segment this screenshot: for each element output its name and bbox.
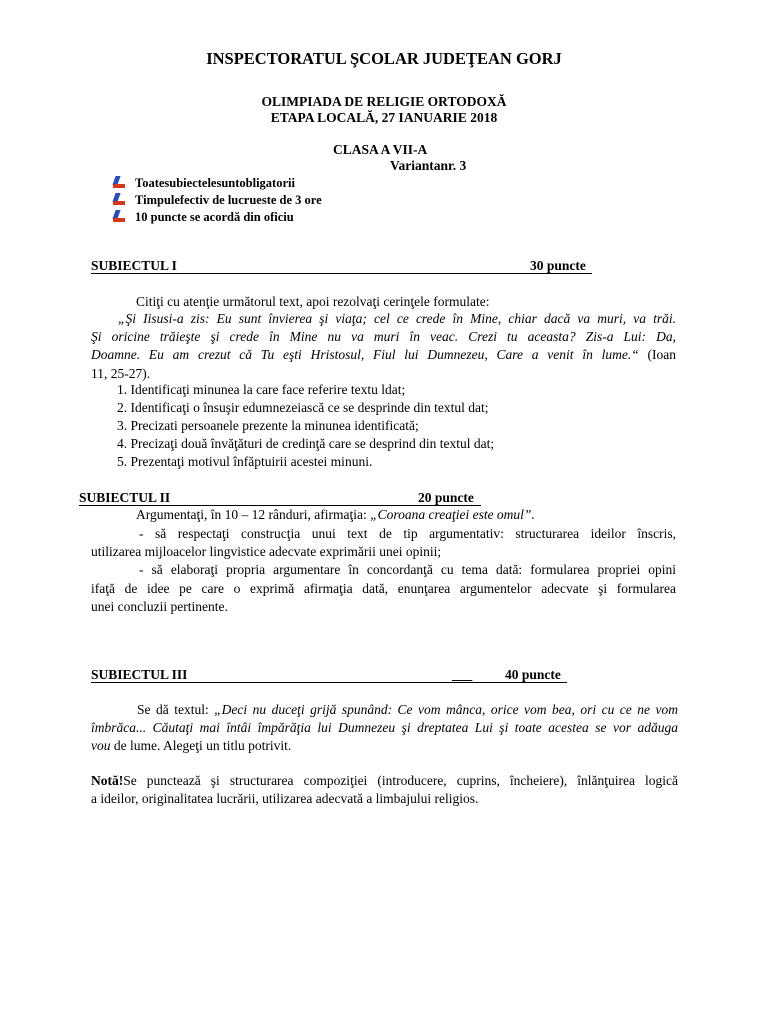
- task-item: 4. Precizaţi două învăţături de credinţă care se desprind din textul dat;: [117, 436, 495, 451]
- variant-label: Variantanr. 3: [390, 158, 467, 173]
- rule-item: Timpulefectiv de lucrueste de 3 ore: [113, 193, 322, 208]
- subject2-intro: Argumentaţi, în 10 – 12 rânduri, afirmaţia: „Coroana creaţiei este omul”.: [136, 507, 535, 522]
- subject1-title: SUBIECTUL I: [91, 258, 177, 273]
- note: Notă!Se punctează şi structurarea compoziţiei (introducere, cuprins, încheiere), înlănţuirea logică a ideilor, originalitatea lucrării, utilizarea adecvată a limbajului religios.: [91, 773, 678, 807]
- subject1-intro: Citiţi cu atenţie următorul text, apoi rezolvaţi cerinţele formulate:: [136, 294, 490, 309]
- task-item: 2. Identificaţi o însuşir edumnezeiască ce se desprinde din textul dat;: [117, 400, 489, 415]
- rule-item: 10 puncte se acordă din oficiu: [113, 210, 294, 225]
- pencil-bullet-icon: [113, 193, 125, 205]
- task-item: 1. Identificaţi minunea la care face referire textu ldat;: [117, 382, 406, 397]
- task-item: 3. Precizati persoanele prezente la minunea identificată;: [117, 418, 419, 433]
- institution-title: INSPECTORATUL ŞCOLAR JUDEŢEAN GORJ: [206, 49, 562, 68]
- subject1-points: 30 puncte: [530, 258, 586, 273]
- subject2-requirements: - să respectaţi construcţia unui text de tip argumentativ: structurarea ideilor înscris, utilizarea mijloacelor lingvistice adecvate exprimării unei opinii; - să elaboraţi propria argumentare în concordanţă cu tema dată: formularea propriei opini ifaţă de idee pe care o exprimă afirmaţia dată, enunţarea argumentelor adecvate şi formularea unei concluzii pertinente.: [91, 526, 676, 614]
- subject3-text: Se dă textul: „Deci nu duceţi grijă spunând: Ce vom mânca, orice vom bea, ori cu ce ne vom îmbrăca... Căutaţi mai întâi împărăţia lui Dumnezeu şi dreptatea Lui şi toate acestea se vor adăuga vou de lume. Alegeţi un titlu potrivit.: [91, 702, 678, 754]
- subject2-title: SUBIECTUL II: [79, 490, 171, 505]
- subject3-dash: ___: [452, 667, 473, 682]
- pencil-bullet-icon: [113, 176, 125, 188]
- pencil-bullet-icon: [113, 210, 125, 222]
- olympiad-title: OLIMPIADA DE RELIGIE ORTODOXĂ: [261, 94, 507, 109]
- subject1-quote: „Şi Iisusi-a zis: Eu sunt învierea şi viaţa; cel ce crede în Mine, chiar dacă va muri, va trăi. Şi oricine trăieşte şi crede în Mine nu va muri în veac. Crezi tu aceasta? Zis-a Lui: Da, Doamne. Eu am crezut că Tu eşti Hristosul, Fiul lui Dumnezeu, Care a venit în lume.“ (Ioan 11, 25-27).: [91, 311, 677, 381]
- stage-title: ETAPA LOCALĂ, 27 IANUARIE 2018: [270, 110, 498, 125]
- subject2-points: 20 puncte: [418, 490, 474, 505]
- subject3-points: 40 puncte: [505, 667, 561, 682]
- subject3-title: SUBIECTUL III: [91, 667, 188, 682]
- class-label: CLASA A VII-A: [333, 142, 428, 157]
- rule-item: Toatesubiectelesuntobligatorii: [113, 176, 295, 191]
- task-item: 5. Prezentaţi motivul înfăptuirii acestei minuni.: [117, 454, 373, 469]
